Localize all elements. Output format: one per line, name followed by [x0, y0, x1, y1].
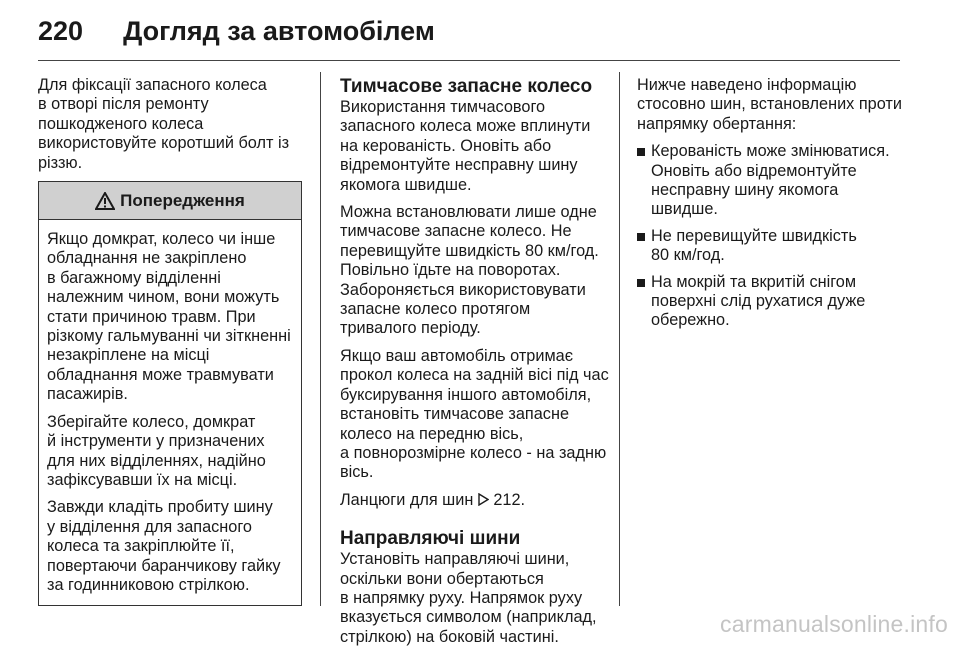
text-line: перевищуйте швидкість 80 км/год.: [340, 241, 599, 260]
text-line: стати причиною травм. При: [47, 307, 256, 326]
text-line: в отворі після ремонту: [38, 95, 209, 114]
body-paragraph: [340, 550, 606, 647]
text-line: тривалого періоду.: [340, 319, 481, 338]
text-line: несправну шину якомога: [651, 181, 839, 200]
body-paragraph: [340, 98, 606, 195]
text-line: вказується символом (наприклад,: [340, 608, 597, 627]
text-line: якомога швидше.: [340, 175, 472, 194]
text-line: Використання тимчасового: [340, 98, 546, 116]
column-1: [38, 76, 304, 606]
text-line: пасажирів.: [47, 385, 128, 404]
section-heading: Направляючі шини: [340, 528, 521, 550]
text-line: відремонтуйте несправну шину: [340, 156, 578, 175]
page-title: Догляд за автомобілем: [123, 16, 435, 46]
text-line: обладнання може травмувати: [47, 365, 274, 384]
warning-paragraph: [47, 230, 293, 405]
text-line: різкому гальмуванні чи зіткненні: [47, 327, 291, 346]
text-line: На мокрій та вкритій снігом: [651, 272, 857, 291]
text-line: швидше.: [651, 200, 718, 219]
text-line: Зберігайте колесо, домкрат: [47, 412, 256, 431]
list-item: [637, 227, 907, 266]
text-line: в багажному відділенні: [47, 268, 221, 287]
text-line: обладнання не закріплено: [47, 249, 247, 268]
text-line: й інструменти у призначених: [47, 432, 265, 451]
text-line: у відділення для запасного: [47, 517, 252, 536]
column-2: [340, 76, 609, 655]
reference-page: 212.: [493, 490, 526, 509]
warning-box: [38, 181, 302, 606]
warning-title: Попередження: [120, 190, 245, 210]
text-line: Нижче наведено інформацію: [637, 76, 857, 94]
text-line: запасного колеса може вплинути: [340, 117, 591, 136]
text-line: повертаючи баранчикову гайку: [47, 556, 281, 575]
cross-reference[interactable]: [340, 491, 606, 510]
warning-paragraph: [47, 413, 293, 491]
text-line: Керованість може змінюватися.: [651, 142, 890, 161]
text-line: Повільно їдьте на поворотах.: [340, 261, 561, 280]
text-line: Якщо домкрат, колесо чи інше: [47, 230, 276, 249]
bullet-list: [637, 142, 907, 331]
intro-paragraph: [38, 76, 304, 173]
intro-paragraph: [637, 76, 907, 134]
text-line: вісь.: [340, 463, 374, 482]
text-line: колеса та закріплюйте її,: [47, 537, 235, 556]
body-paragraph: [340, 346, 609, 483]
body-paragraph: [340, 203, 606, 339]
text-line: прокол колеса на задній вісі під час: [340, 366, 609, 385]
column-3: [637, 76, 907, 338]
text-line: а повнорозмірне колесо - на задню: [340, 443, 607, 462]
text-line: колесо на передню вісь,: [340, 424, 524, 443]
text-line: незакріплене на місці: [47, 346, 210, 365]
text-line: на керованість. Оновіть або: [340, 136, 552, 155]
warning-triangle-icon: [95, 192, 115, 210]
column-divider-1: [320, 72, 321, 606]
page-number: 220: [38, 16, 84, 46]
text-line: напрямку обертання:: [637, 114, 797, 133]
page-header: [38, 16, 435, 50]
warning-paragraph: [47, 498, 293, 595]
text-line: поверхні слід рухатися дуже: [651, 292, 866, 311]
text-line: зафіксувавши їх на місці.: [47, 470, 238, 489]
page-reference-arrow-icon: [478, 493, 489, 506]
text-line: Можна встановлювати лише одне: [340, 203, 597, 222]
text-line: для них відділеннях, надійно: [47, 451, 266, 470]
text-line: 80 км/год.: [651, 246, 725, 265]
section-heading: Тимчасове запасне колесо: [340, 76, 593, 97]
text-line: обережно.: [651, 311, 730, 330]
reference-text: Ланцюги для шин: [340, 490, 474, 509]
text-line: Завжди кладіть пробиту шину: [47, 498, 273, 517]
text-line: в напрямку руху. Напрямок руху: [340, 588, 583, 607]
watermark: carmanualsonline.info: [720, 611, 948, 637]
text-line: належним чином, вони можуть: [47, 288, 280, 307]
text-line: Для фіксації запасного колеса: [38, 76, 267, 94]
text-line: Не перевищуйте швидкість: [651, 226, 857, 245]
text-line: запасне колесо протягом: [340, 300, 531, 319]
text-line: Установіть направляючі шини,: [340, 550, 570, 569]
header-rule: [38, 60, 900, 61]
warning-body: [39, 220, 301, 605]
text-line: Забороняється використовувати: [340, 280, 586, 299]
text-line: за годинниковою стрілкою.: [47, 575, 250, 594]
text-line: буксирування іншого автомобіля,: [340, 385, 592, 404]
text-line: стрілкою) на боковій частині.: [340, 627, 559, 646]
text-line: Оновіть або відремонтуйте: [651, 161, 857, 180]
text-line: встановіть тимчасове запасне: [340, 405, 569, 424]
list-item: [637, 273, 907, 331]
warning-header: [39, 182, 301, 220]
text-line: тимчасове запасне колесо. Не: [340, 222, 572, 241]
text-line: оскільки вони обертаються: [340, 569, 544, 588]
text-line: використовуйте коротший болт із: [38, 134, 290, 153]
text-line: пошкодженого колеса: [38, 114, 204, 133]
text-line: Якщо ваш автомобіль отримає: [340, 346, 574, 365]
list-item: [637, 142, 907, 220]
column-divider-2: [619, 72, 620, 606]
text-line: стосовно шин, встановлених проти: [637, 95, 902, 114]
text-line: різзю.: [38, 153, 83, 172]
